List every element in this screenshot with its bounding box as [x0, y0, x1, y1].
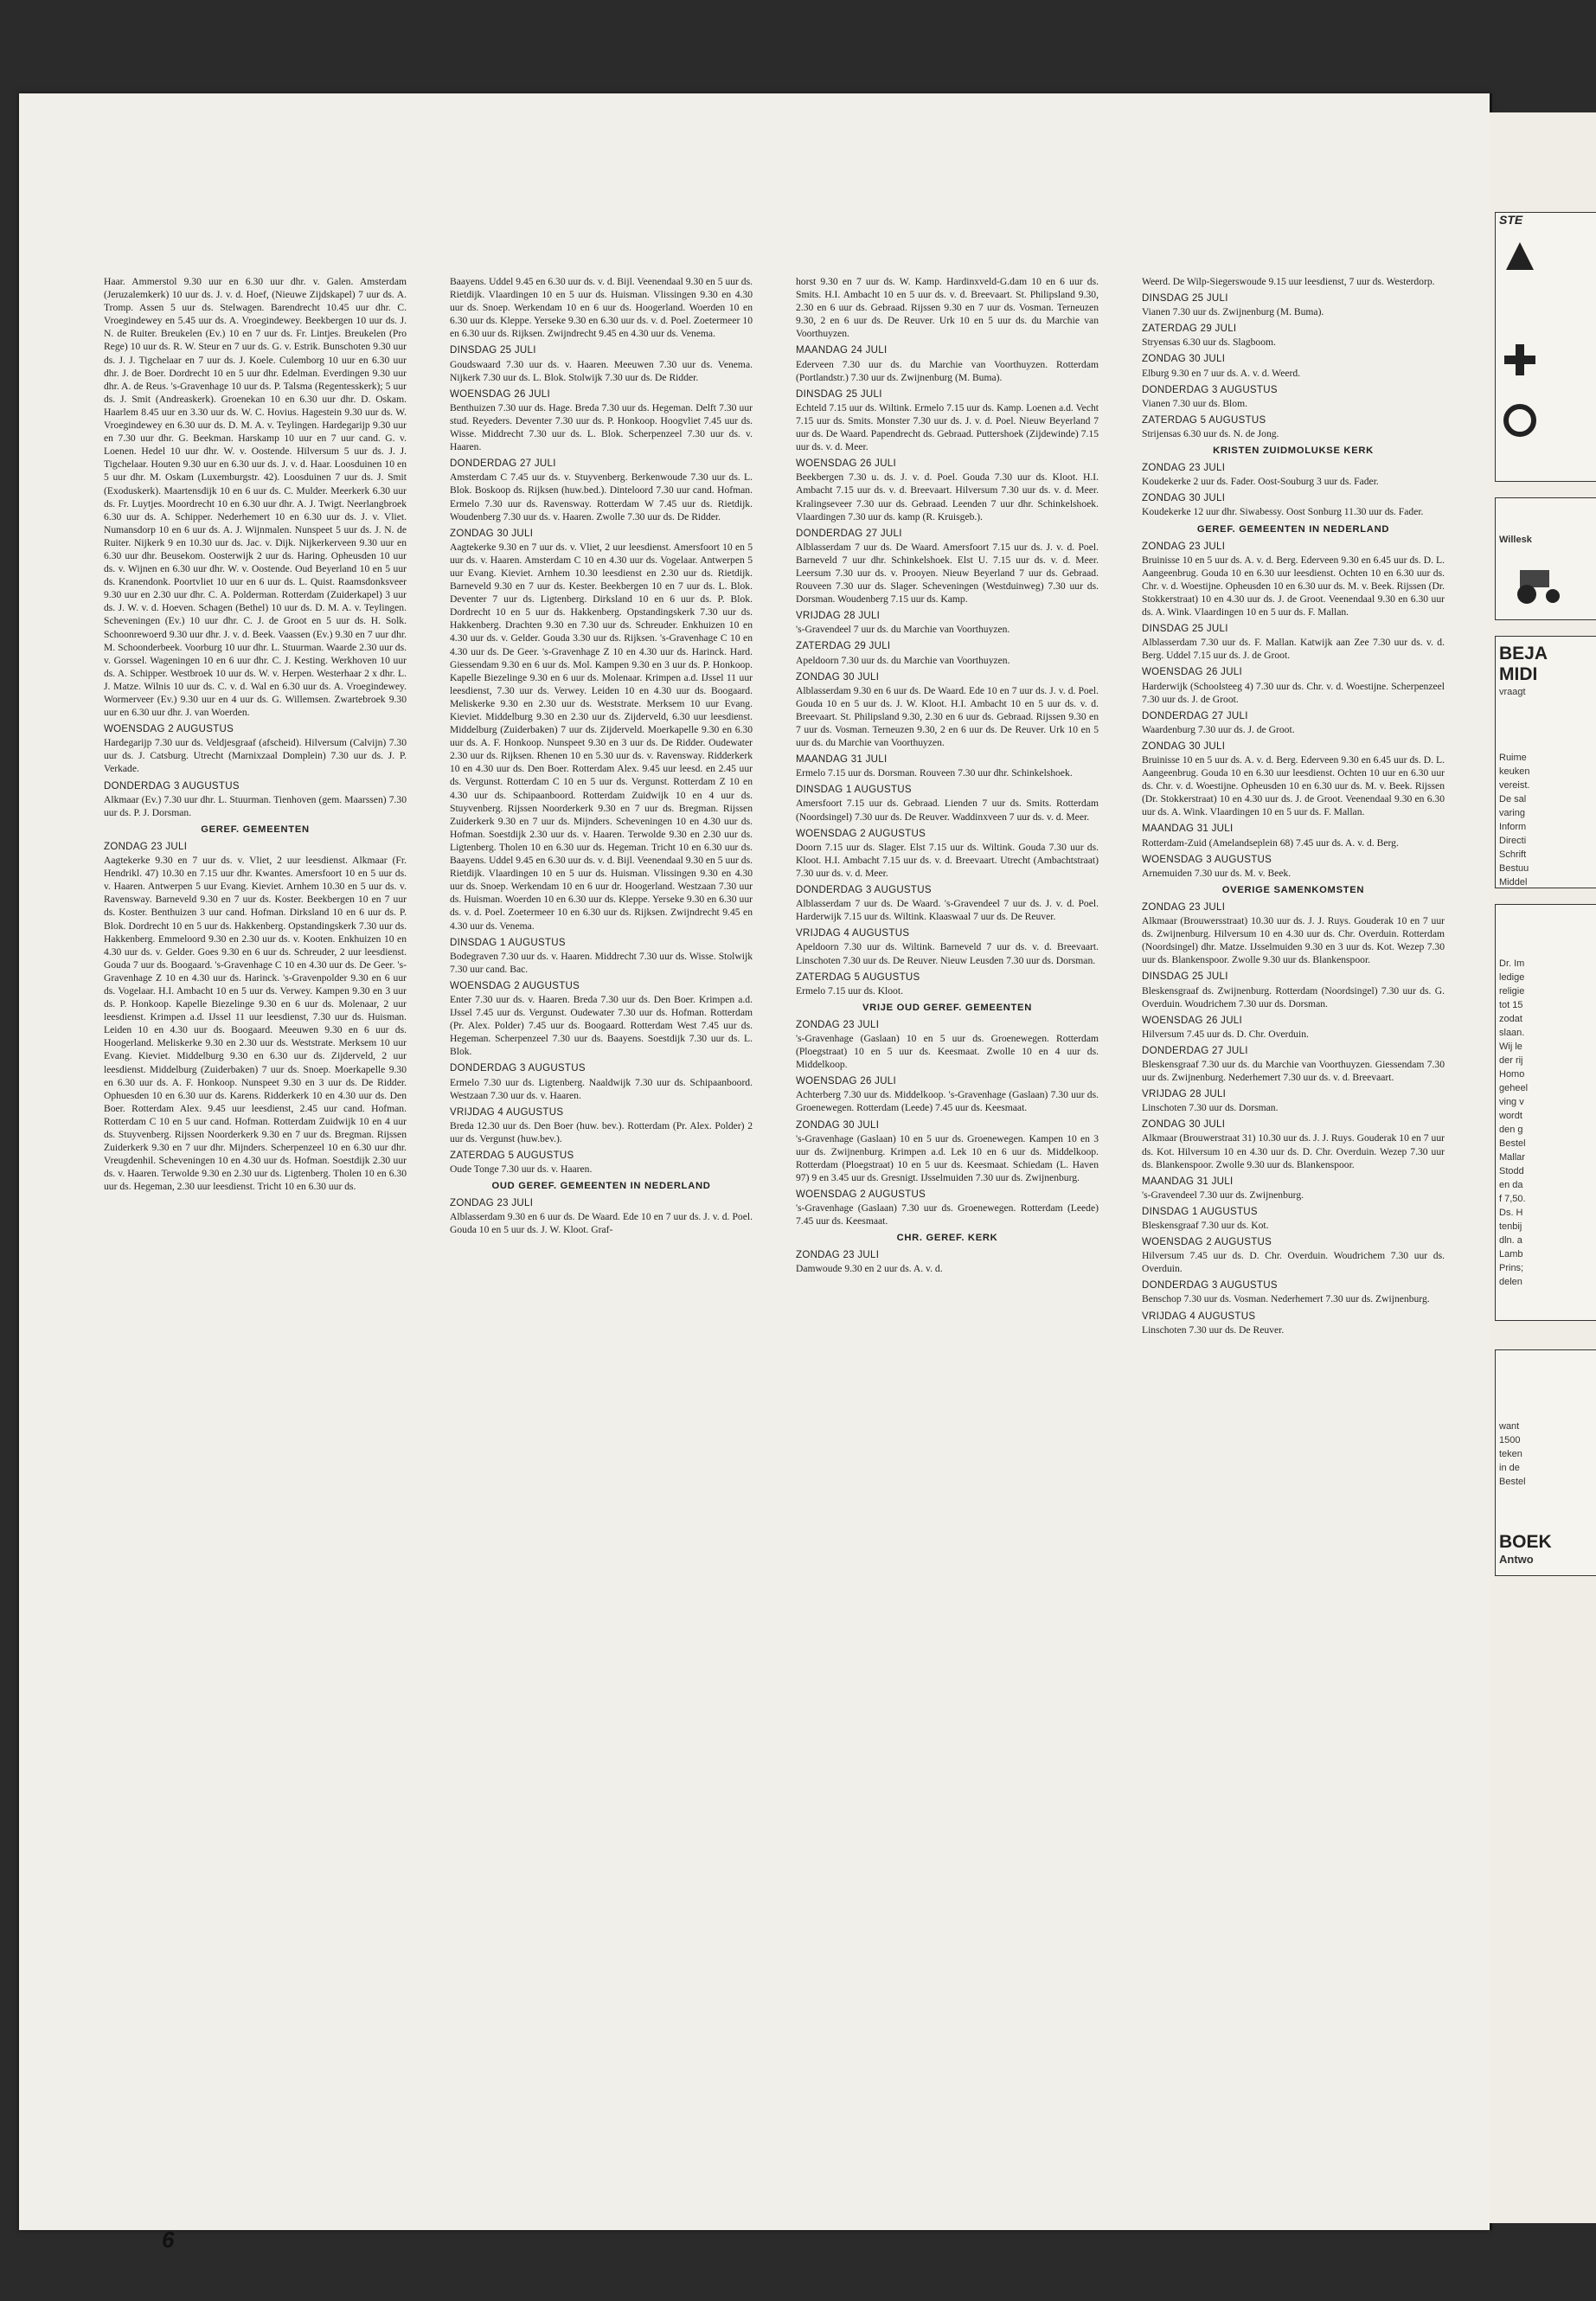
listing-paragraph: Alkmaar (Brouwerstraat 31) 10.30 uur ds. J. J. Ruys. Gouderak 10 en 7 uur ds. Kot. Hilversum 10 en 4.30 uur ds. D. Chr. Overduin. Wezep 7.30 uur ds. Blankenspoor. Zwolle 9.30 uur ds. Blankenspoor.: [1142, 1132, 1445, 1170]
listing-paragraph: Alblasserdam 7 uur ds. De Waard. 's-Gravendeel 7 uur ds. J. v. d. Poel. Harderwijk 7.15 uur ds. Wiltink. Klaaswaal 7 uur ds. De Reuver.: [796, 898, 1099, 923]
listing-paragraph: Weerd. De Wilp-Siegerswoude 9.15 uur leesdienst, 7 uur ds. Westerdorp.: [1142, 276, 1435, 287]
listing-paragraph: Hilversum 7.45 uur ds. D. Chr. Overduin. Woudrichem 7.30 uur ds. Overduin.: [1142, 1250, 1445, 1275]
day-heading: DONDERDAG 3 AUGUSTUS: [1142, 1280, 1278, 1292]
ad-text-line: Schrift: [1499, 849, 1527, 860]
listing-paragraph: Ermelo 7.15 uur ds. Dorsman. Rouveen 7.30 uur dhr. Schinkelshoek.: [796, 767, 1073, 779]
newspaper-page: [19, 93, 1490, 2253]
listing-paragraph: Amersfoort 7.15 uur ds. Gebraad. Lienden 7 uur ds. Smits. Rotterdam (Noordsingel) 7.30 uur ds. De Reuver. Waddinxveen 7 uur ds. v. d. Meer.: [796, 798, 1099, 823]
listing-paragraph: Bruinisse 10 en 5 uur ds. A. v. d. Berg. Ederveen 9.30 en 6.45 uur ds. D. L. Aangeenbrug. Gouda 10 en 6.30 uur leesdienst. Ochten 10 en 6.30 uur ds. Chr. v. d. Woestijne. Opheusden 10 en 6.30 uur ds. M. v. Beek. Rijssen (Dr. Stokkerstraat) 10 en 4.30 uur ds. J. de Groot. Veenendaal 9.30 en 6.30 uur ds. A. Wink. Vlaardingen 10 en 5 uur ds. F. Mallan.: [1142, 554, 1445, 619]
day-heading: DONDERDAG 27 JULI: [796, 528, 902, 539]
day-heading: ZATERDAG 5 AUGUSTUS: [450, 1150, 574, 1161]
day-heading: VRIJDAG 4 AUGUSTUS: [1142, 1311, 1256, 1322]
day-heading: ZATERDAG 5 AUGUSTUS: [1142, 414, 1266, 426]
listing-paragraph: Aagtekerke 9.30 en 7 uur ds. v. Vliet, 2 uur leesdienst. Alkmaar (Fr. Hendrikl. 47) 10.30 en 7.15 uur dhr. Kwantes. Amersfoort 10 en 5 uur ds. v. Haaren. Antwerpen 5 uur Evang. Kieviet. Arnhem 10.30 en 5 uur ds. v. Ravensway. Barneveld 9.30 en 7 uur ds. Koster. Beekbergen 10 en 7 uur ds. Koster. Benthuizen 3 uur cand. Hofman. Dirksland 10 en 6 uur ds. P. Blok. Dordrecht 10 en 5 uur ds. Hakkenberg. Opstandingskerk 7.30 uur ds. Hakkenberg. Emmeloord 9.30 en 2.30 uur ds. v. Kooten. Enkhuizen 10 en 4.30 uur ds. v. Gelder. Goes 9.30 en 6 uur ds. Schreuder, 2 uur leesdienst. Gouda 7 uur ds. Boogaard. 's-Gravenhage C 10 en 4.30 uur ds. De Geer. 's-Gravenhage Z 10 en 4.30 uur ds. Harinck. 's-Gravenpolder 9.30 en 6 uur ds. Vogelaar. H.I. Ambacht 10 en 5 uur ds. Verwey. Kampen 9.30 en 3 uur ds. P. Honkoop. Kapelle Biezelinge 9.30 en 6 uur ds. Molenaar, 2 uur leesdienst. Krimpen a.d. IJssel 11 uur leesdienst, 7.30 uur ds. Huisman. Leiden 10 en 4.30 uur ds. Boogaard. Meeuwen 9.30 en 6 uur ds. Hoogerland. Meliskerke 9.30 en 2.30 uur ds. Weststrate. Merksem 10 uur Evang. Kieviet. Middelburg 9.30 en 6.30 uur ds. Zijderveld, 2 uur leesdienst. Middelburg (Zuiderbaken) 7 uur ds. Snoep. Moerkapelle 9.30 en 6.30 uur ds. A. F. Honkoop. Nunspeet 9.30 en 3 uur ds. De Ridder. Ophuesden 10 en 6.30 uur ds. Karens. Ridderkerk 10 en 4.30 uur ds. Den Boer. Rotterdam Alex. 9.45 uur leesdienst, 2.45 uur cand. Hofman. Rotterdam C 10 en 5 uur cand. Hofman. Rotterdam Zuidwijk 10 en 4 uur ds. Stuyvenberg. Rijssen Noorderkerk 9.30 en 7 uur ds. Bregman. Rijssen Zuiderkerk 9.30 en 7 uur dhr. Mijnders. Scherpenzeel 10 en 6.30 uur dhr. Vreugdenhil. Scheveningen 10 en 4.30 uur ds. Hofman. Soestdijk 2.30 uur ds. v. Haaren. Terwolde 9.30 en 2.30 uur ds. Ligtenberg. Tholen 10 en 6.30 uur ds. Hegeman, 2.30 uur leesdienst. Tricht 10 en 6.30 uur ds.: [104, 855, 407, 1193]
listing-paragraph: 's-Gravenhage (Gaslaan) 10 en 5 uur ds. Groenewegen. Kampen 10 en 3 uur ds. Zwijnenburg. Krimpen a.d. Lek 10 en 6 uur ds. Middelkoop. Rotterdam (Ploegstraat) 10 en 5 uur ds. Keesmaat. Schiedam (L. Haven 97) 9 en 3.45 uur ds. Gresnigt. IJsselmuiden 7.30 uur ds. Zwijnenburg.: [796, 1132, 1099, 1183]
day-heading: ZONDAG 23 JULI: [1142, 463, 1226, 474]
ad-antw: Antwo: [1499, 1553, 1534, 1566]
ad-text-line: slaan.: [1499, 1028, 1525, 1038]
listing-paragraph: Alkmaar (Brouwersstraat) 10.30 uur ds. J. J. Ruys. Gouderak 10 en 7 uur ds. Zwijnenburg. Hilversum 10 en 4.30 uur ds. Chr. Overduin. Rotterdam (Noordsingel) dhr. Matze. IJsselmuiden 9.30 en 3 uur ds. Kot. Wezep 7.30 uur ds. Blankenspoor. Zwolle 9.30 uur ds. Blankenspoor.: [1142, 915, 1445, 966]
ad-text-line: teken: [1499, 1449, 1522, 1459]
day-heading: WOENSDAG 2 AUGUSTUS: [796, 1189, 926, 1200]
listing-paragraph: Doorn 7.15 uur ds. Slager. Elst 7.15 uur ds. Wiltink. Gouda 7.30 uur ds. Kloot. H.I. Ambacht 7.15 uur ds. v. d. Breevaart. Utrecht (Ambachtstraat) 7.30 uur ds. v. d. Meer.: [796, 841, 1099, 879]
listing-paragraph: Linschoten 7.30 uur ds. Dorsman.: [1142, 1102, 1279, 1114]
day-heading: DONDERDAG 3 AUGUSTUS: [1142, 384, 1278, 395]
listing-paragraph: Beekbergen 7.30 u. ds. J. v. d. Poel. Gouda 7.30 uur ds. Kloot. H.I. Ambacht 7.15 uur ds. v. d. Breevaart. Hilversum 7.30 uur ds. v. d. Meer. Kralingseveer 7.30 uur ds. Gebraad. Leenden 7 uur dhr. Schinkelshoek. Vlaardingen 7.30 uur ds. kamp (R. Kruisgeb.).: [796, 471, 1099, 522]
day-heading: ZONDAG 30 JULI: [1142, 354, 1226, 365]
ad-text-line: Directi: [1499, 836, 1527, 846]
listing-paragraph: Alblasserdam 9.30 en 6 uur ds. De Waard. Ede 10 en 7 uur ds. J. v. d. Poel. Gouda 10 en 5 uur ds. J. W. Kloot. H.I. Ambacht 10 en 5 uur ds. v. d. Breevaart. St. Philipsland 9.30, 2.30 en 6 uur ds. Gebraad. Rijssen 9.30 en 7 uur ds. Vosman. Terneuzen 9.30, 2 en 6 uur ds. De Reuver. Urk 10 en 5 uur ds. du Marchie van Voorthuyzen.: [796, 684, 1099, 749]
day-heading: WOENSDAG 2 AUGUSTUS: [796, 828, 926, 839]
day-heading: DONDERDAG 3 AUGUSTUS: [796, 885, 932, 896]
day-heading: ZATERDAG 29 JULI: [1142, 324, 1237, 335]
ad-text-line: Bestel: [1499, 1477, 1526, 1487]
ad-text-line: Wij le: [1499, 1042, 1522, 1052]
ad-beja: BEJA: [1499, 644, 1548, 663]
ad-want-lines: [1496, 1350, 1596, 1489]
listing-paragraph: Benschop 7.30 uur ds. Vosman. Nederhemert 7.30 uur ds. Zwijnenburg.: [1142, 1293, 1430, 1305]
day-heading: ZATERDAG 29 JULI: [796, 641, 891, 652]
day-heading: WOENSDAG 26 JULI: [796, 458, 896, 470]
listing-paragraph: Bleskensgraaf ds. Zwijnenburg. Rotterdam (Noordsingel) 7.30 uur ds. G. Overduin. Woudrichem 7.30 uur ds. Dorsman.: [1142, 984, 1445, 1009]
listing-paragraph: Enter 7.30 uur ds. v. Haaren. Breda 7.30 uur ds. Den Boer. Krimpen a.d. IJssel 7.45 uur ds. Vergunst. Oudewater 7.30 uur ds. Hofman. Rotterdam (Pr. Alex. Polder) 7.45 uur ds. Boogaard. Rotterdam West 7.45 uur ds. Hegeman. Scherpenzeel 7.30 uur ds. Baayens. Soestdijk 7.30 uur ds. L. Blok.: [450, 993, 753, 1058]
day-heading: WOENSDAG 26 JULI: [796, 1076, 896, 1087]
ad-text-line: delen: [1499, 1277, 1522, 1287]
day-heading: DINSDAG 25 JULI: [796, 388, 882, 400]
day-heading: VRIJDAG 28 JULI: [1142, 1089, 1227, 1100]
ad-block-lower: [1495, 904, 1596, 1321]
day-heading: ZONDAG 23 JULI: [104, 841, 188, 852]
listing-paragraph: 's-Gravenhage (Gaslaan) 10 en 5 uur ds. Groenewegen. Rotterdam (Ploegstraat) 10 en 5 uur ds. Keesmaat. Zwolle 10 en 4 uur ds. Middelkoop.: [796, 1032, 1099, 1071]
day-heading: VRIJDAG 4 AUGUSTUS: [450, 1106, 564, 1118]
listing-paragraph: Elburg 9.30 en 7 uur ds. A. v. d. Weerd.: [1142, 367, 1301, 379]
day-heading: ZONDAG 23 JULI: [450, 1198, 534, 1209]
listing-paragraph: Aagtekerke 9.30 en 7 uur ds. v. Vliet, 2 uur leesdienst. Amersfoort 10 en 5 uur ds. v. Haaren. Amsterdam C 10 en 4.30 uur ds. Vogelaar. Antwerpen 5 uur Evang. Kieviet. Arnhem 10.30 leesdienst en 2.30 uur ds. Rietdijk. Barneveld 9.30 en 7 uur ds. Kester. Beekbergen 10 en 7 uur ds. L. Blok. Deventer 7 uur ds. Ligtenberg. Dirksland 10 en 6 uur ds. P. Blok. Dordrecht 10 en 5 uur ds. Hakkenberg. Opstandingskerk 7.30 uur ds. Hakkenberg. Drachten 9.30 en 7.30 uur ds. Schreuder. Enkhuizen 10 en 4.30 uur ds. v. Gelder. Gouda 3.30 uur ds. Rijksen. 's-Gravenhage C 10 en 4.30 uur ds. De Geer. 's-Gravenhage Z 10 en 4.30 uur ds. Harinck. Hard. Giessendam 9.30 en 6 uur ds. Mol. Kampen 9.30 en 3 uur ds. P. Honkoop. Kapelle Biezelinge 9.30 en 6 uur ds. Molenaar. Krimpen a.d. IJssel 11 uur leesdienst, 7.30 uur ds. Verwey. Leiden 10 en 4.30 uur ds. Boogaard. Meliskerke 9.30 en 2.30 uur ds. Weststrate. Merksem 10 uur Evang. Kieviet. Middelburg 9.30 en 2.30 uur ds. Zijderveld, 6.30 uur leesdienst. Middelburg (Zuiderbaken) 7 uur ds. Zijderveld. Moerkapelle 9.30 en 6.30 uur ds. A. F. Honkoop. Nunspeet 9.30 en 3 uur ds. De Ridder. Oudewater 2.30 uur ds. Rijksen. Rhenen 10 en 5.30 uur ds. v. Ravensway. Ridderkerk 10 en 4.30 uur ds. Den Boer. Rotterdam Alex. 9.45 uur leesd. en 2.45 uur ds. Vergunst. Rotterdam C 10 en 5 uur ds. Vergunst. Rotterdam Z 10 en 4.30 uur ds. Schipaanboord. Rotterdam Zuidwijk 10 en 4 uur ds. Stuyvenberg. Rijssen Noorderkerk 9.30 en 7 uur ds. Bregman. Rijssen Zuiderkerk 9.30 en 7 uur ds. Mijnders. Scheveningen 10 en 4.30 uur ds. Hofman. Soestdijk 2.30 uur ds. v. Haaren. Terwolde 9.30 en 2.30 uur ds. Ligtenberg. Tholen 10 en 6.30 uur ds. Hegeman. Tricht 10 en 6.30 uur ds. Baayens. Uddel 9.45 en 6.30 uur ds. v. d. Bijl. Veenendaal 9.30 en 5 uur ds. Rietdijk. Vlaardingen 10 en 5 uur ds. Huisman. Vlissingen 9.30 en 4.30 uur ds. Snoep. Werkendam 10 en 6 uur dr. Hoogerland. Westzaan 7.30 uur ds. Huisman. Woerden 10 en 6.30 uur ds. Kleppe. Yerseke 9.30 en 6.30 uur ds. v. d. Poel. Zoetermeer 10 en 6.30 uur ds. Rijksen. Zwijndrecht 9.45 en 4.30 uur ds. Venema.: [450, 541, 753, 932]
listing-paragraph: 's-Gravenhage (Gaslaan) 7.30 uur ds. Groenewegen. Rotterdam (Leede) 7.45 uur ds. Keesmaat.: [796, 1202, 1099, 1227]
day-heading: ZONDAG 23 JULI: [796, 1019, 880, 1030]
section-heading: VRIJE OUD GEREF. GEMEENTEN: [862, 1002, 1032, 1013]
day-heading: DINSDAG 25 JULI: [1142, 293, 1228, 304]
listing-paragraph: Harderwijk (Schoolsteeg 4) 7.30 uur ds. Chr. v. d. Woestijne. Scherpenzeel 7.30 uur ds. J. de Groot.: [1142, 680, 1445, 705]
listing-paragraph: Alkmaar (Ev.) 7.30 uur dhr. L. Stuurman. Tienhoven (gem. Maarssen) 7.30 uur ds. P. J. Dorsman.: [104, 793, 407, 818]
ad-text-line: 1500: [1499, 1435, 1521, 1445]
page-number: 6: [162, 2227, 175, 2253]
ad-text-line: geheel: [1499, 1083, 1529, 1093]
ad-text-line: Middel: [1499, 877, 1528, 888]
ad-text-line: want: [1499, 1421, 1520, 1432]
ad-text-line: Homo: [1499, 1069, 1525, 1080]
listing-paragraph: Goudswaard 7.30 uur ds. v. Haaren. Meeuwen 7.30 uur ds. Venema. Nijkerk 7.30 uur ds. L. Blok. Stolwijk 7.30 uur ds. De Ridder.: [450, 358, 753, 383]
ad-text-line: tot 15: [1499, 1000, 1523, 1010]
day-heading: ZONDAG 23 JULI: [796, 1250, 880, 1261]
ad-text-line: der rij: [1499, 1055, 1523, 1066]
ad-text-line: Dr. Im: [1499, 958, 1525, 969]
listing-paragraph: horst 9.30 en 7 uur ds. W. Kamp. Hardinxveld-G.dam 10 en 6 uur ds. Smits. H.I. Ambacht 10 en 5 uur ds. v. d. Breevaart. St. Philipsland 9.30, 2.30 en 6 uur ds. Gebraad. Rijssen 9.30 en 7 uur ds. Vosman. Terneuzen 9.30, 2 en 6 uur ds. De Reuver. Urk 10 en 5 uur ds. du Marchie van Voorthuyzen.: [796, 276, 1099, 340]
section-heading: OUD GEREF. GEMEENTEN IN NEDERLAND: [491, 1181, 711, 1192]
listing-paragraph: Bodegraven 7.30 uur ds. v. Haaren. Middrecht 7.30 uur ds. Wisse. Stolwijk 7.30 uur cand. Bac.: [450, 950, 753, 975]
day-heading: VRIJDAG 28 JULI: [796, 611, 881, 622]
day-heading: DONDERDAG 27 JULI: [1142, 1045, 1248, 1056]
day-heading: DINSDAG 1 AUGUSTUS: [1142, 1206, 1258, 1217]
day-heading: WOENSDAG 26 JULI: [1142, 1015, 1242, 1026]
listing-paragraph: Alblasserdam 7 uur ds. De Waard. Amersfoort 7.15 uur ds. J. v. d. Poel. Barneveld 7 uur dhr. Schinkelshoek. Elst U. 7.15 uur ds. v. d. Meer. Leersum 7.30 uur ds. v. Prooyen. Nieuw Beyerland 7 uur ds. Gebraad. Rouveen 7.30 uur ds. Slager. Scheveningen (Westduinweg) 7.30 uur ds. Dorsman. Woudenberg 7.15 uur ds. Kamp.: [796, 541, 1099, 606]
listing-paragraph: Benthuizen 7.30 uur ds. Hage. Breda 7.30 uur ds. Hegeman. Delft 7.30 uur stud. Reyeders. Deventer 7.30 uur ds. P. Honkoop. Hoogvliet 7.45 uur ds. Wisse. Middrecht 7.30 uur ds. L. Blok. Scherpenzeel 7.30 uur ds. v. Haaren.: [450, 401, 753, 453]
day-heading: VRIJDAG 4 AUGUSTUS: [796, 928, 910, 939]
ad-top-label: STE: [1499, 213, 1523, 227]
listing-paragraph: Baayens. Uddel 9.45 en 6.30 uur ds. v. d. Bijl. Veenendaal 9.30 en 5 uur ds. Rietdijk. Vlaardingen 10 en 5 uur ds. Huisman. Vlissingen 9.30 en 4.30 uur ds. Snoep. Werkendam 10 en 6 uur ds. Hoogerland. Woerden 10 en 6.30 uur ds. Kleppe. Yerseke 9.30 en 6.30 uur ds. v. d. Poel. Zoetermeer 10 en 6.30 uur ds. Rijksen. Zwijndrecht 9.45 en 4.30 uur ds. Venema.: [450, 276, 753, 340]
ad-text-line: dln. a: [1499, 1235, 1522, 1246]
ad-text-line: Ds. H: [1499, 1208, 1523, 1218]
column-4: [1142, 275, 1445, 1341]
ad-text-line: Bestuu: [1499, 863, 1529, 874]
listing-paragraph: Haar. Ammerstol 9.30 uur en 6.30 uur dhr. v. Galen. Amsterdam (Jeruzalemkerk) 10 uur ds. J. v. d. Hoef, (Nieuwe Zijdskapel) 7 uur ds. A. Tromp. Assen 5 uur ds. Stelwagen. Barendrecht 10.45 uur dhr. C. Vroegindewey en 5.45 uur ds. A. Vroegindewey. Beekbergen 10 uur ds. J. N. de Ruiter. Breukelen (Ev.) 10 en 7 uur ds. Fr. Lintjes. Breukelen (Pro Rege) 10 uur ds. R. W. Steur en 7 uur ds. G. v. Estrik. Bunschoten 9.30 uur ds. J. J. Tigchelaar en 7 uur ds. J. Koele. Culemborg 10 uur en 6.30 uur dhr. J. de Boer. Dordrecht 10 en 5 uur dhr. Edelman. Everdingen 9.30 uur dhr. A. de Reus. 's-Gravenhage 10 uur ds. P. Talsma (Regentesskerk); 5 uur ds. J. Smit (Andreaskerk). Groenekan 10 en 6.30 uur dhr. D. Oskam. Haarlem 8.45 uur en 3.30 uur ds. W. C. Hovius. Hagestein 9.30 uur ds. W. Vroegindewey en 6.30 uur ds. D. M. A. v. Teylingen. Hardegarijp 9.30 uur en 7.30 uur dhr. G. Beekman. Harskamp 10 uur en 7 uur cand. G. v. Loenen. Hedel 10 uur dhr. W. v. Oostende. Hilversum 5 uur ds. J. J. Tigchelaar. Houten 9.30 uur en 6.30 uur ds. J. v. d. Haar. Loosduinen 10 en 5 uur dhr. M. Oskam (Luxemburgstr. 42). Loosduinen 7 uur ds. J. Smit (Exoduskerk). Maartensdijk 10 en 6 uur ds. C. Mulder. Meerkerk 6.30 uur ds. Fr. Luytjes. Moordrecht 10 en 6.30 uur dhr. A. J. Twigt. Neerlangbroek 6.30 uur ds. A. Schipper. Nederhemert 10 en 6.30 uur ds. J. v. Vliet. Numansdorp 10 en 6 uur ds. A. J. Wijnmalen. Nunspeet 5 uur ds. J. N. de Ruiter. Nijkerk 9 en 10.30 uur ds. Jac. v. Dijk. Nijkerkerveen 9.30 uur en 6.30 uur dhr. Beusekom. Oosterwijk 2 uur ds. Haring. Opheusden 10 uur ds. v. Wijnen en 6.30 uur dhr. W. v. Oostende. Oud Beyerland 10 en 5 uur ds. Kranendonk. Poortvliet 10 uur en 6 uur ds. L. Quist. Raamsdonksveer 9.30 uur en 2.30 uur dhr. C. A. Polderman. Rotterdam (Zuiderkapel) 3 uur ds. J. W. v. d. Hoeven. Schagen (Bethel) 10 uur ds. D. M. A. v. Teylingen. Scheveningen (Ev.) 10 uur dhr. C. J. de Groot en 5 uur ds. H. Solk. Schoonrewoerd 9.30 uur dhr. J. v. d. Beek. Vaassen (Ev.) 9.30 en 7 uur dhr. M. Schoonderbeek. Voorburg 10 uur dhr. L. Stuurman. Waarde 2.30 uur ds. v. Gorssel. Wageningen 10 en 6 uur dhr. C. J. Kesting. Werkhoven 10 uur ds. A. Schipper. Westbroek 10 uur ds. W. v. Herpen. Westerhaar 2 x dhr. L. J. Matze. Wilnis 10 uur ds. C. v. d. Wal en 6.30 uur ds. A. Vroegindewey. Wormerveer (Ev.) 9.30 uur en 4 uur ds. G. Willemsen. Zwartebroek 9.30 uur en 6.30 uur dhr. J. van Woerden.: [104, 276, 407, 719]
column-3: [796, 275, 1099, 1280]
listing-paragraph: 's-Gravendeel 7 uur ds. du Marchie van Voorthuyzen.: [796, 624, 1010, 636]
day-heading: WOENSDAG 26 JULI: [450, 388, 550, 400]
ad-text-line: Bestel: [1499, 1138, 1526, 1149]
day-heading: ZONDAG 30 JULI: [1142, 1119, 1226, 1131]
day-heading: ZATERDAG 5 AUGUSTUS: [796, 971, 920, 983]
listing-paragraph: 's-Gravendeel 7.30 uur ds. Zwijnenburg.: [1142, 1189, 1304, 1201]
ad-text-line: den g: [1499, 1125, 1523, 1135]
section-heading: GEREF. GEMEENTEN: [201, 824, 310, 835]
listing-paragraph: Achterberg 7.30 uur ds. Middelkoop. 's-Gravenhage (Gaslaan) 7.30 uur ds. Groenewegen. Rotterdam (Leede) 7.45 uur ds. Keesmaat.: [796, 1089, 1099, 1114]
ad-text-line: vereist.: [1499, 780, 1530, 791]
listing-paragraph: Bleskensgraaf 7.30 uur ds. du Marchie van Voorthuyzen. Giessendam 7.30 uur ds. Zwijnenburg. Nederhemert 7.30 uur ds. v. d. Breevaart.: [1142, 1058, 1445, 1084]
day-heading: WOENSDAG 26 JULI: [1142, 667, 1242, 678]
day-heading: DONDERDAG 3 AUGUSTUS: [450, 1063, 586, 1074]
listing-paragraph: Hardegarijp 7.30 uur ds. Veldjesgraaf (afscheid). Hilversum (Calvijn) 7.30 uur ds. J. Catsburg. Utrecht (Marnixzaal Domplein) 7.30 uur ds. J. P. Verkade.: [104, 737, 407, 775]
day-heading: DINSDAG 1 AUGUSTUS: [796, 785, 912, 796]
ad-text-line: in de: [1499, 1463, 1520, 1473]
ad-text-line: religie: [1499, 986, 1525, 997]
day-heading: ZONDAG 23 JULI: [1142, 541, 1226, 552]
ad-block-middle: [1495, 636, 1596, 888]
listing-paragraph: Apeldoorn 7.30 uur ds. Wiltink. Barneveld 7 uur ds. v. d. Breevaart. Linschoten 7.30 uur ds. De Reuver. Nieuw Leusden 7.30 uur ds. Dorsman.: [796, 941, 1099, 966]
listing-paragraph: Koudekerke 2 uur ds. Fader. Oost-Souburg 3 uur ds. Fader.: [1142, 476, 1379, 488]
listing-paragraph: Amsterdam C 7.45 uur ds. v. Stuyvenberg. Berkenwoude 7.30 uur ds. L. Blok. Boskoop ds. Rijksen (huw.bed.). Dinteloord 7.30 uur cand. Hofman. Ermelo 7.30 uur ds. Ravensway. Rotterdam W 7.45 uur ds. Rietdijk. Woudenberg 7.30 uur ds. v. Haaren. Zwolle 7.30 uur ds. De Ridder.: [450, 471, 753, 522]
listing-paragraph: Linschoten 7.30 uur ds. De Reuver.: [1142, 1324, 1285, 1336]
listing-paragraph: Ermelo 7.15 uur ds. Kloot.: [796, 984, 903, 997]
listing-paragraph: Waardenburg 7.30 uur ds. J. de Groot.: [1142, 723, 1295, 735]
ad-text-line: ledige: [1499, 972, 1525, 983]
day-heading: ZONDAG 23 JULI: [1142, 901, 1226, 913]
listing-paragraph: Oude Tonge 7.30 uur ds. v. Haaren.: [450, 1163, 593, 1176]
listing-paragraph: Stryensas 6.30 uur ds. Slagboom.: [1142, 336, 1276, 349]
ad-willesk: Willesk: [1499, 535, 1532, 545]
listing-paragraph: Koudekerke 12 uur dhr. Siwabessy. Oost Sonburg 11.30 uur ds. Fader.: [1142, 506, 1424, 518]
listing-paragraph: Ermelo 7.30 uur ds. Ligtenberg. Naaldwijk 7.30 uur ds. Schipaanboord. Westzaan 7.30 uur ds. v. Haaren.: [450, 1076, 753, 1101]
listing-paragraph: Bleskensgraaf 7.30 uur ds. Kot.: [1142, 1220, 1269, 1231]
section-heading: CHR. GEREF. KERK: [896, 1233, 998, 1244]
ad-text-line: f 7,50.: [1499, 1194, 1526, 1204]
listing-paragraph: Arnemuiden 7.30 uur ds. M. v. Beek.: [1142, 867, 1292, 879]
ad-lower-lines: [1496, 905, 1596, 1289]
ad-text-line: Prins;: [1499, 1263, 1524, 1273]
ad-text-line: Inform: [1499, 822, 1527, 832]
column-1: [104, 275, 407, 1197]
day-heading: MAANDAG 24 JULI: [796, 345, 888, 356]
tractor-icon: [1513, 563, 1565, 606]
ad-text-line: ving v: [1499, 1097, 1524, 1107]
ad-block-bottom: [1495, 1349, 1596, 1576]
section-heading: GEREF. GEMEENTEN IN NEDERLAND: [1196, 523, 1390, 535]
ad-midi: MIDI: [1499, 664, 1538, 684]
listing-paragraph: Damwoude 9.30 en 2 uur ds. A. v. d.: [796, 1263, 943, 1275]
day-heading: DONDERDAG 3 AUGUSTUS: [104, 780, 240, 792]
listing-paragraph: Vianen 7.30 uur ds. Zwijnenburg (M. Buma).: [1142, 306, 1324, 318]
wheel-icon: [1503, 403, 1537, 438]
ad-vraagt: vraagt: [1499, 687, 1526, 697]
ad-text-line: varing: [1499, 808, 1525, 818]
day-heading: DINSDAG 25 JULI: [1142, 624, 1228, 635]
listing-paragraph: Alblasserdam 7.30 uur ds. F. Mallan. Katwijk aan Zee 7.30 uur ds. v. d. Berg. Uddel 7.15 uur ds. J. de Groot.: [1142, 637, 1445, 662]
listing-paragraph: Apeldoorn 7.30 uur ds. du Marchie van Voorthuyzen.: [796, 654, 1010, 666]
day-heading: DONDERDAG 27 JULI: [450, 458, 556, 470]
day-heading: MAANDAG 31 JULI: [1142, 824, 1234, 835]
ad-text-line: Lamb: [1499, 1249, 1523, 1259]
day-heading: ZONDAG 30 JULI: [1142, 740, 1226, 752]
day-heading: DINSDAG 1 AUGUSTUS: [450, 937, 566, 948]
day-heading: ZONDAG 30 JULI: [450, 528, 534, 539]
listing-paragraph: Bruinisse 10 en 5 uur ds. A. v. d. Berg. Ederveen 9.30 en 6.45 uur ds. D. L. Aangeenbrug. Gouda 10 en 6.30 uur leesdienst. Ochten 10 uur en 6.30 uur ds. Chr. v. d. Woestijne. Opheusden 10 en 6.30 uur ds. M. v. Beek. Rijssen (Dr. Stokkerstraat) 10 en 4.30 uur ds. J. de Groot. Veenendaal 9.30 en 6.30 uur ds. A. Wink. Vlaardingen 10 en 5 uur ds. F. Mallan.: [1142, 754, 1445, 818]
cross-logo-icon: [1503, 343, 1537, 377]
day-heading: WOENSDAG 2 AUGUSTUS: [104, 724, 234, 735]
ad-text-line: Stodd: [1499, 1166, 1524, 1176]
ad-text-line: De sal: [1499, 794, 1527, 804]
day-heading: ZONDAG 30 JULI: [1142, 493, 1226, 504]
ad-text-line: zodat: [1499, 1014, 1522, 1024]
day-heading: DINSDAG 25 JULI: [1142, 971, 1228, 983]
day-heading: WOENSDAG 2 AUGUSTUS: [1142, 1237, 1272, 1248]
listing-paragraph: Hilversum 7.45 uur ds. D. Chr. Overduin.: [1142, 1028, 1309, 1040]
listing-paragraph: Alblasserdam 9.30 en 6 uur ds. De Waard. Ede 10 en 7 uur ds. J. v. d. Poel. Gouda 10 en 5 uur ds. J. W. Kloot. Graf-: [450, 1211, 753, 1236]
ad-text-line: Mallar: [1499, 1152, 1525, 1163]
day-heading: WOENSDAG 2 AUGUSTUS: [450, 980, 580, 991]
logo-mark-icon: [1503, 239, 1537, 273]
day-heading: MAANDAG 31 JULI: [1142, 1176, 1234, 1187]
ad-text-line: Ruime: [1499, 753, 1527, 763]
section-heading: OVERIGE SAMENKOMSTEN: [1221, 884, 1365, 895]
ad-text-line: tenbij: [1499, 1221, 1522, 1232]
ad-block-top: [1495, 212, 1596, 482]
listing-paragraph: Vianen 7.30 uur ds. Blom.: [1142, 397, 1247, 409]
column-2: [450, 275, 753, 1241]
ad-boek: BOEK: [1499, 1532, 1552, 1552]
ad-text-line: en da: [1499, 1180, 1523, 1190]
listing-paragraph: Rotterdam-Zuid (Amelandseplein 68) 7.45 uur ds. A. v. d. Berg.: [1142, 836, 1399, 849]
section-heading: KRISTEN ZUIDMOLUKSE KERK: [1213, 445, 1374, 457]
day-heading: MAANDAG 31 JULI: [796, 754, 888, 766]
listing-paragraph: Ederveen 7.30 uur ds. du Marchie van Voorthuyzen. Rotterdam (Portlandstr.) 7.30 uur ds. Zwijnenburg (M. Buma).: [796, 358, 1099, 383]
day-heading: ZONDAG 30 JULI: [796, 1119, 880, 1131]
day-heading: DONDERDAG 27 JULI: [1142, 710, 1248, 721]
ad-side-lines: [1496, 751, 1596, 889]
listing-paragraph: Strijensas 6.30 uur ds. N. de Jong.: [1142, 427, 1279, 439]
ad-text-line: keuken: [1499, 766, 1530, 777]
day-heading: ZONDAG 30 JULI: [796, 671, 880, 683]
day-heading: DINSDAG 25 JULI: [450, 345, 536, 356]
ad-block-tractor: [1495, 497, 1596, 620]
listing-paragraph: Echteld 7.15 uur ds. Wiltink. Ermelo 7.15 uur ds. Kamp. Loenen a.d. Vecht 7.15 uur ds. Smits. Monster 7.30 uur ds. J. v. d. Poel. Nieuw Beyerland 7 uur ds. De Waard. Papendrecht ds. Gebraad. Puttershoek (Zijdewinde) 7.15 uur ds. v. d. Meer.: [796, 401, 1099, 453]
adjacent-page-strip: [1490, 112, 1596, 2223]
day-heading: WOENSDAG 3 AUGUSTUS: [1142, 854, 1272, 865]
ad-text-line: wordt: [1499, 1111, 1522, 1121]
listing-paragraph: Breda 12.30 uur ds. Den Boer (huw. bev.). Rotterdam (Pr. Alex. Polder) 2 uur ds. Vergunst (huw.bev.).: [450, 1119, 753, 1144]
